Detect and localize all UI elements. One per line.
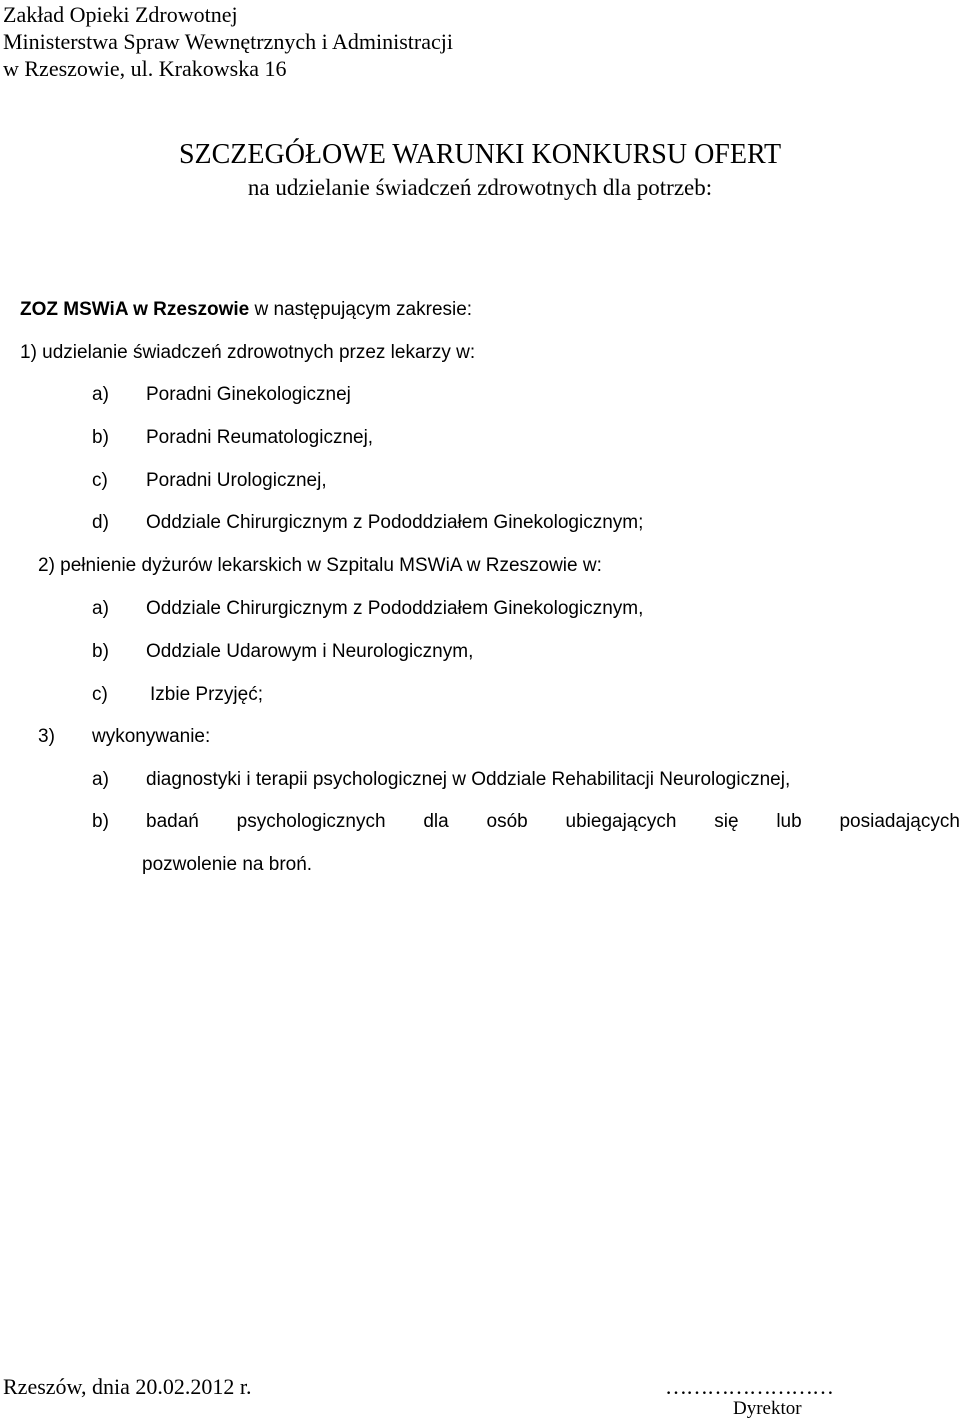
- list-item: [0, 640, 960, 666]
- word: psychologicznych: [236, 811, 386, 832]
- item-marker: c): [92, 470, 108, 491]
- word: się: [714, 811, 739, 832]
- item-marker: a): [92, 769, 109, 790]
- item-text: Poradni Urologicznej,: [146, 470, 327, 491]
- section3-heading: [0, 725, 960, 751]
- word: lub: [776, 811, 802, 832]
- word: ubiegających: [565, 811, 677, 832]
- section3-marker: 3): [38, 726, 55, 747]
- item-marker: d): [92, 512, 109, 533]
- item-text: Oddziale Udarowym i Neurologicznym,: [146, 641, 474, 662]
- item-marker: b): [92, 427, 109, 448]
- item-text: Oddziale Chirurgicznym z Pododdziałem Ginekologicznym;: [146, 512, 644, 533]
- list-item: [0, 768, 960, 794]
- word: badań: [146, 811, 199, 832]
- intro-rest: w następującym zakresie:: [249, 299, 473, 320]
- item-marker: b): [92, 811, 109, 832]
- institution-ministry: Ministerstwa Spraw Wewnętrznych i Administracji: [3, 29, 453, 54]
- list-item: [0, 511, 960, 537]
- list-item: [0, 683, 960, 709]
- section3-title: wykonywanie:: [92, 726, 211, 747]
- item-marker: b): [92, 641, 109, 662]
- list-item: [0, 597, 960, 623]
- item-text: Izbie Przyjęć;: [150, 684, 263, 705]
- justified-item-text: [146, 810, 960, 834]
- item-text: Oddziale Chirurgicznym z Pododdziałem Ginekologicznym,: [146, 598, 644, 619]
- section2-heading: 2) pełnienie dyżurów lekarskich w Szpitalu MSWiA w Rzeszowie w:: [38, 555, 602, 576]
- document-title: SZCZEGÓŁOWE WARUNKI KONKURSU OFERT: [178, 139, 782, 170]
- item-text: Poradni Reumatologicznej,: [146, 427, 374, 448]
- list-item: [0, 469, 960, 495]
- signature-dots: ……………………: [665, 1374, 833, 1399]
- intro-bold: ZOZ MSWiA w Rzeszowie: [20, 299, 250, 320]
- place-date: Rzeszów, dnia 20.02.2012 r.: [3, 1374, 252, 1399]
- signature-label: Dyrektor: [733, 1398, 802, 1419]
- item-text: Poradni Ginekologicznej: [146, 384, 351, 405]
- item-marker: c): [92, 684, 108, 705]
- item-marker: a): [92, 598, 109, 619]
- list-item: [0, 810, 960, 836]
- item-text: diagnostyki i terapii psychologicznej w Oddziale Rehabilitacji Neurologicznej,: [146, 769, 791, 790]
- intro-line: [20, 298, 472, 322]
- word: posiadających: [839, 811, 960, 832]
- document-subtitle: na udzielanie świadczeń zdrowotnych dla potrzeb:: [247, 175, 713, 200]
- item-marker: a): [92, 384, 109, 405]
- list-item: [0, 383, 960, 409]
- list-item: [0, 426, 960, 452]
- item-continuation: pozwolenie na broń.: [142, 854, 313, 875]
- section1-heading: 1) udzielanie świadczeń zdrowotnych przez lekarzy w:: [20, 342, 476, 363]
- word: osób: [486, 811, 528, 832]
- word: dla: [423, 811, 449, 832]
- institution-address: w Rzeszowie, ul. Krakowska 16: [3, 56, 287, 81]
- institution-name: Zakład Opieki Zdrowotnej: [3, 2, 238, 27]
